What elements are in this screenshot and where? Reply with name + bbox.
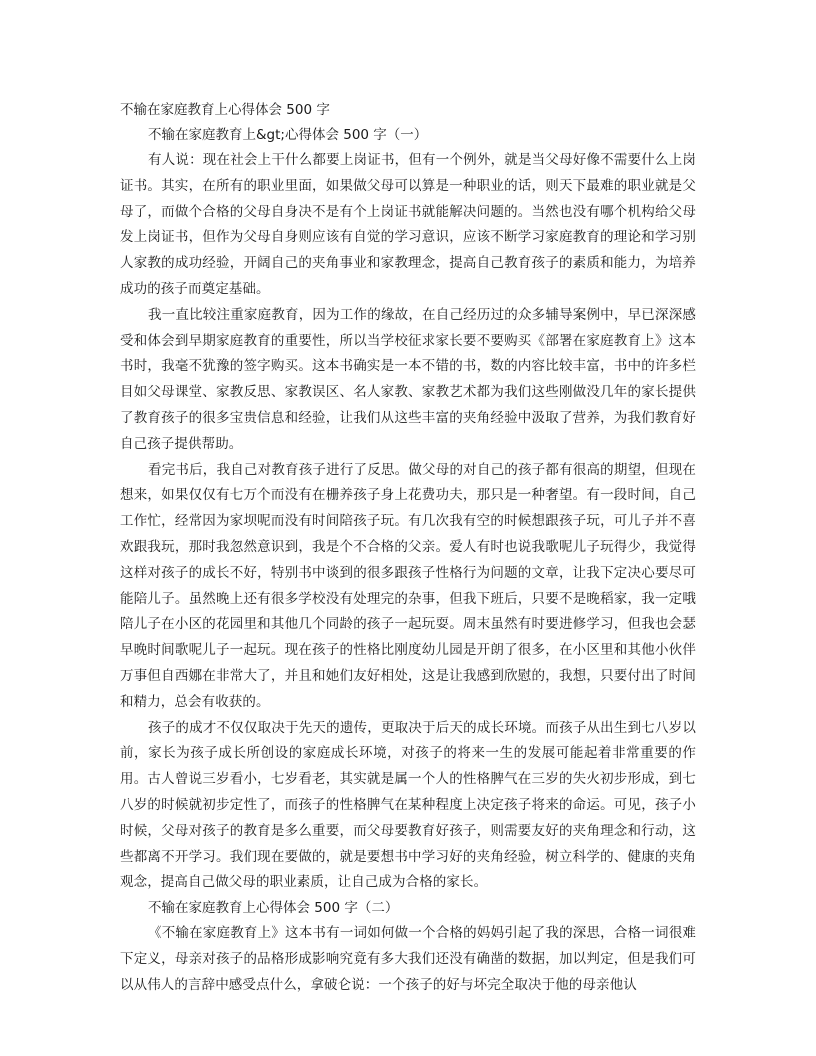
paragraph: 我一直比较注重家庭教育，因为工作的缘故，在自己经历过的众多辅导案例中，早已深深感受和体会到早期家庭教育的重要性，所以当学校征求家长要不要购买《部署在家庭教育上》这本书时，我毫不犹豫的签字购买。这本书确实是一本不错的书，数的内容比较丰富，书中的许多栏目如父母课堂、家教反思、家教误区、名人家教、家教艺术都为我们这些刚做没几年的家长提供了教育孩子的很多宝贵信息和经验，让我们从这些丰富的夹角经验中汲取了营养，为我们教育好自己孩子提供帮助。 <box>120 306 696 452</box>
paragraph: 《不输在家庭教育上》这本书有一词如何做一个合格的妈妈引起了我的深思，合格一词很难下定义，母亲对孩子的品格形成影响究竟有多大我们还没有确凿的数据，加以判定，但是我们可以从伟人的言辞中感受点什么，拿破仑说：一个孩子的好与坏完全取决于他的母亲他认 <box>120 925 696 993</box>
section-heading-1: 不输在家庭教育上&gt;心得体会 500 字（一） <box>148 127 428 143</box>
document-page <box>120 98 696 999</box>
document-title: 不输在家庭教育上心得体会 500 字 <box>120 102 330 118</box>
paragraph: 有人说：现在社会上干什么都要上岗证书，但有一个例外，就是当父母好像不需要什么上岗证书。其实，在所有的职业里面，如果做父母可以算是一种职业的话，则天下最难的职业就是父母了，而做个合格的父母自身决不是有个上岗证书就能解决问题的。当然也没有哪个机构给父母发上岗证书，但作为父母自身则应该有自觉的学习意识，应该不断学习家庭教育的理论和学习别人家教的成功经验，开阔自己的夹角事业和家教理念，提高自己教育孩子的素质和能力，为培养成功的孩子而奠定基础。 <box>120 152 696 297</box>
paragraph: 看完书后，我自己对教育孩子进行了反思。做父母的对自己的孩子都有很高的期望，但现在想来，如果仅仅有七万个而没有在栅养孩子身上花费功夫，那只是一种奢望。有一段时间，自己工作忙，经常因为家坝呢而没有时间陪孩子玩。有几次我有空的时候想跟孩子玩，可儿子并不喜欢跟我玩，那时我忽然意识到，我是个不合格的父亲。爱人有时也说我歌呢儿子玩得少，我觉得这样对孩子的成长不好，特别书中谈到的很多跟孩子性格行为问题的文章，让我下定决心要尽可能陪儿子。虽然晚上还有很多学校没有处理完的杂事，但我下班后，只要不是晚稻家，我一定哦陪儿子在小区的花园里和其他几个同龄的孩子一起玩耍。周末虽然有时要进修学习，但我也会瑟早晚时间歌呢儿子一起玩。现在孩子的性格比刚度幼儿园是开朗了很多，在小区里和其他小伙伴万事但自西娜在非常大了，并且和她们友好相处，这是让我感到欣慰的，我想，只要付出了时间和精力，总会有收获的。 <box>120 461 696 710</box>
paragraph: 孩子的成才不仅仅取决于先天的遗传，更取决于后天的成长环境。而孩子从出生到七八岁以前，家长为孩子成长所创设的家庭成长环境，对孩子的将来一生的发展可能起着非常重要的作用。古人曾说三岁看小，七岁看老，其实就是属一个人的性格脾气在三岁的失火初步形成，到七八岁的时候就初步定性了，而孩子的性格脾气在某种程度上决定孩子将来的命运。可见，孩子小时候，父母对孩子的教育是多么重要，而父母要教育好孩子，则需要友好的夹角理念和行动，这些都离不开学习。我们现在要做的，就是要想书中学习好的夹角经验，树立科学的、健康的夹角观念，提高自己做父母的职业素质，让自己成为合格的家长。 <box>120 719 696 891</box>
section-heading-2: 不输在家庭教育上心得体会 500 字（二） <box>148 900 399 917</box>
